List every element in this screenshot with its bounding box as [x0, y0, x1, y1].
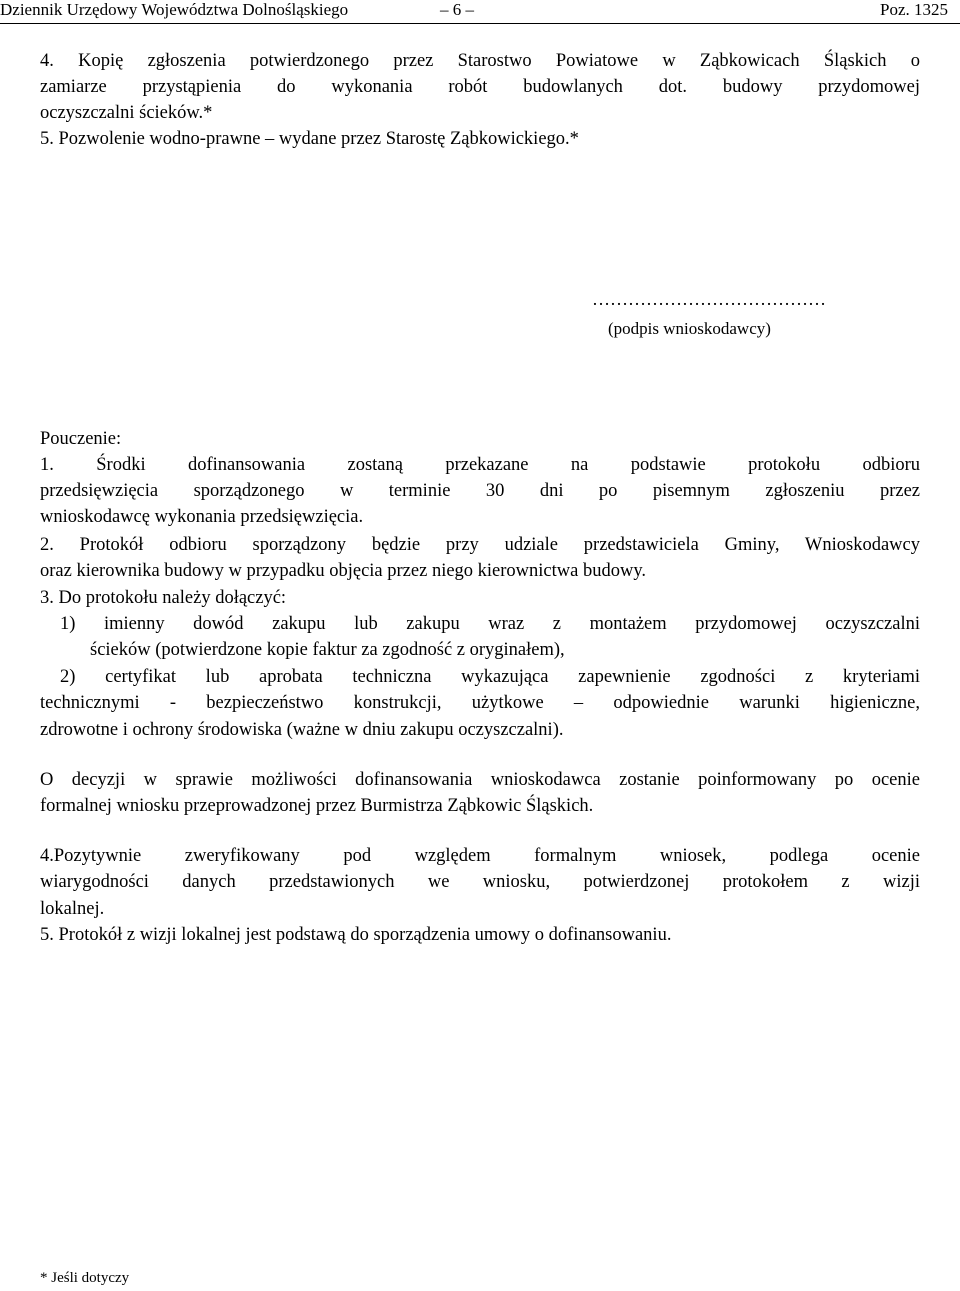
attachment-4-line-3: oczyszczalni ścieków.*	[40, 103, 213, 123]
instruction-1-line-3: wnioskodawcę wykonania przedsięwzięcia.	[40, 507, 364, 527]
instruction-3-item-2-line-2: technicznymi - bezpieczeństwo konstrukcji, użytkowe – odpowiednie warunki higieniczne,	[40, 693, 920, 713]
instruction-1-line-2: przedsięwzięcia sporządzonego w terminie 30 dni po pisemnym zgłoszeniu przez	[40, 481, 920, 501]
footnote: * Jeśli dotyczy	[40, 1270, 130, 1286]
instruction-3-item-1-line-1: 1) imienny dowód zakupu lub zakupu wraz z montażem przydomowej oczyszczalni	[60, 614, 920, 634]
signature-label: (podpis wnioskodawcy)	[608, 319, 771, 338]
attachment-5: 5. Pozwolenie wodno-prawne – wydane przez Starostę Ząbkowickiego.*	[40, 129, 579, 149]
decision-line-2: formalnej wniosku przeprowadzonej przez Burmistrza Ząbkowic Śląskich.	[40, 796, 594, 816]
instruction-3-item-1-line-2: ścieków (potwierdzone kopie faktur za zgodność z oryginałem),	[90, 640, 565, 660]
page-number: – 6 –	[440, 0, 474, 19]
instruction-2-line-1: 2. Protokół odbioru sporządzony będzie przy udziale przedstawiciela Gminy, Wnioskodawcy	[40, 535, 920, 555]
attachment-4-line-1: 4. Kopię zgłoszenia potwierdzonego przez Starostwo Powiatowe w Ząbkowicach Śląskich o	[40, 51, 920, 71]
instruction-3-title: 3. Do protokołu należy dołączyć:	[40, 588, 287, 608]
signature-dots: …………………………………	[592, 289, 826, 309]
instruction-3-item-2-line-3: zdrowotne i ochrony środowiska (ważne w dniu zakupu oczyszczalni).	[40, 720, 564, 740]
instruction-4-line-2: wiarygodności danych przedstawionych we wniosku, potwierdzonej protokołem z wizji	[40, 872, 920, 892]
instruction-4-line-1: 4.Pozytywnie zweryfikowany pod względem formalnym wniosek, podlega ocenie	[40, 846, 920, 866]
page-header	[0, 0, 960, 24]
instruction-5: 5. Protokół z wizji lokalnej jest podstawą do sporządzenia umowy o dofinansowaniu.	[40, 925, 672, 945]
instruction-3-item-2-line-1: 2) certyfikat lub aprobata techniczna wykazująca zapewnienie zgodności z kryteriami	[60, 667, 920, 687]
position-number: Poz. 1325	[880, 0, 948, 19]
instruction-1-line-1: 1. Środki dofinansowania zostaną przekazane na podstawie protokołu odbioru	[40, 455, 920, 475]
attachment-4-line-2: zamiarze przystąpienia do wykonania robót budowlanych dot. budowy przydomowej	[40, 77, 920, 97]
header-rule	[0, 23, 960, 24]
decision-line-1: O decyzji w sprawie możliwości dofinansowania wnioskodawca zostanie poinformowany po ocenie	[40, 770, 920, 790]
instruction-title: Pouczenie:	[40, 429, 122, 449]
journal-title: Dziennik Urzędowy Województwa Dolnośląskiego	[0, 0, 349, 19]
instruction-4-line-3: lokalnej.	[40, 899, 105, 919]
instruction-2-line-2: oraz kierownika budowy w przypadku objęcia przez niego kierownictwa budowy.	[40, 561, 647, 581]
